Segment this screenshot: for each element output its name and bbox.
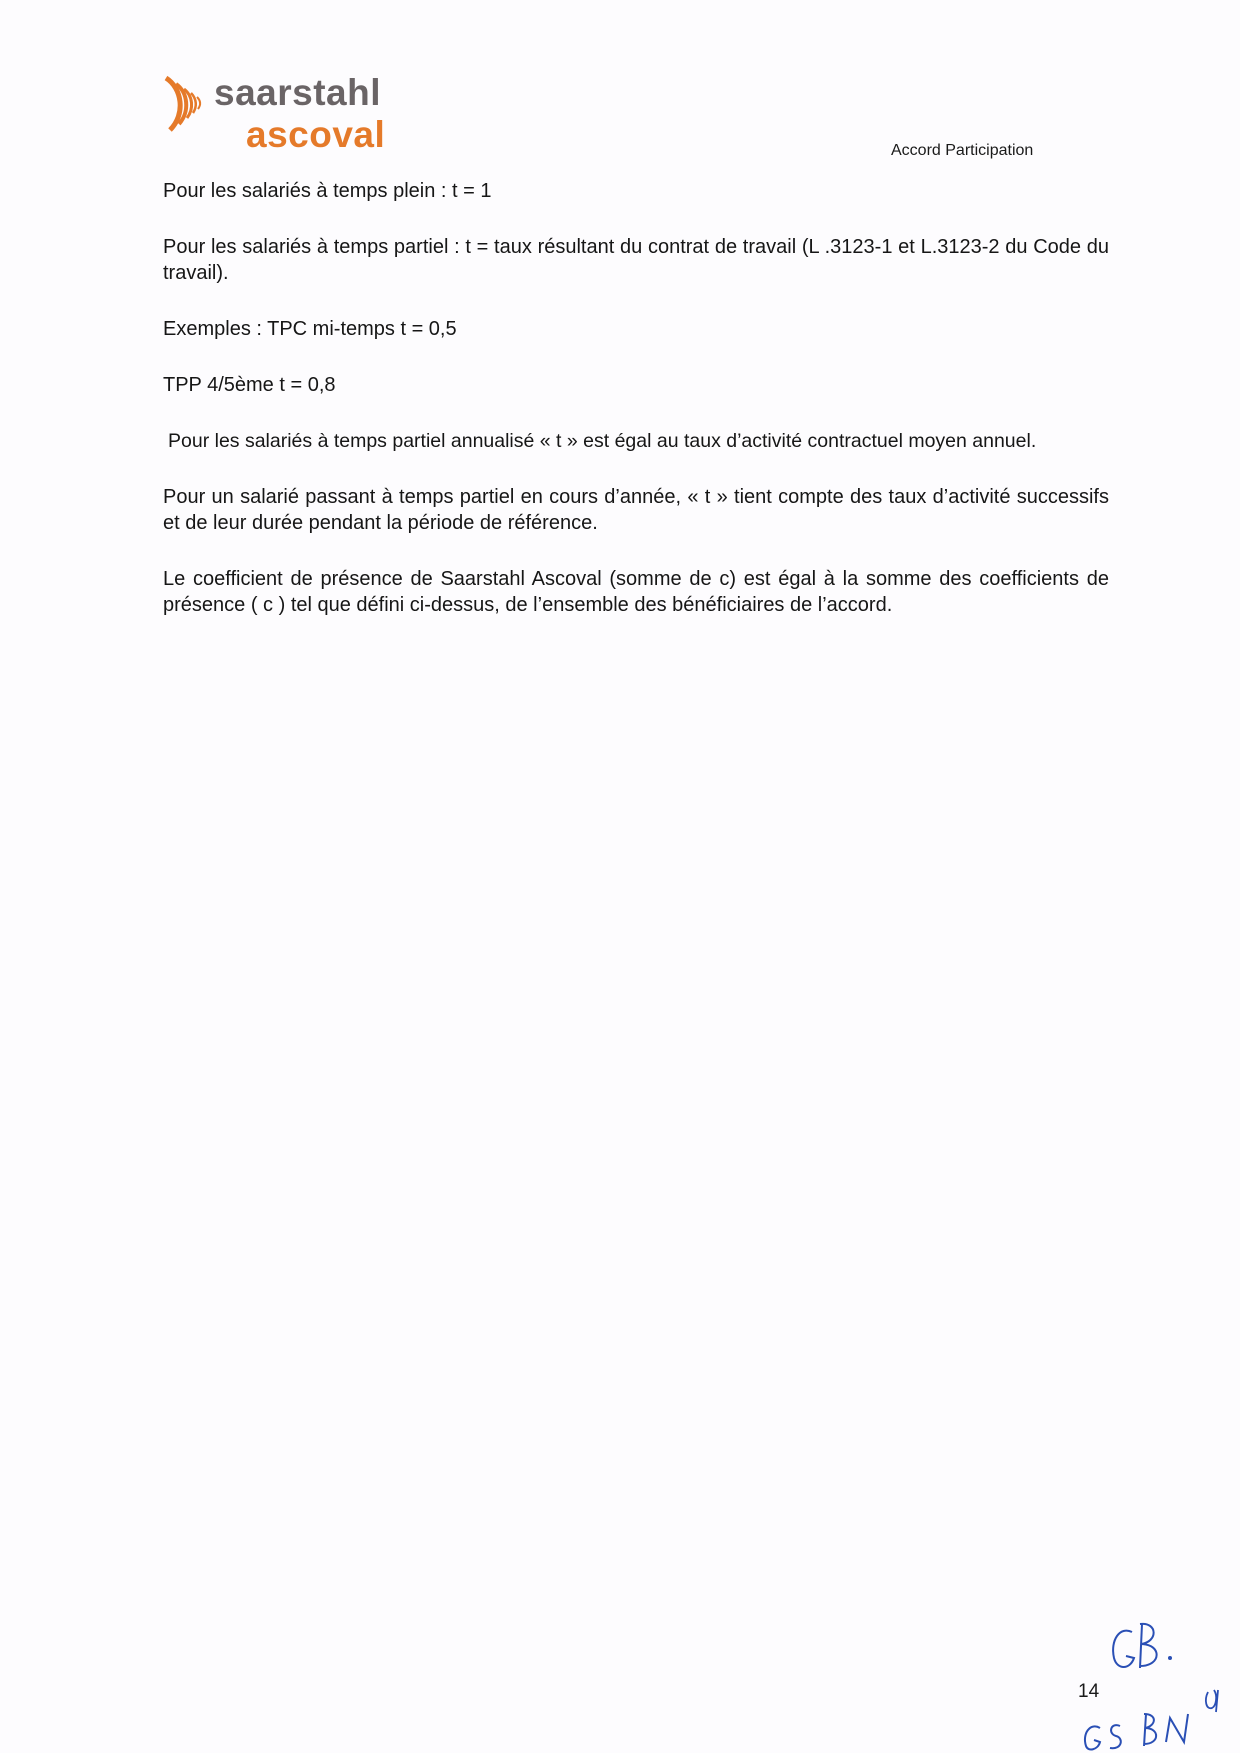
paragraph-part-time: Pour les salariés à temps partiel : t = taux résultant du contrat de travail (L .3123-1 et L.3123-2 du Code du travail).: [163, 236, 1109, 284]
logo-arcs-icon: [160, 74, 210, 132]
paragraph-examples: Exemples : TPC mi-temps t = 0,5: [163, 318, 457, 340]
paragraph-annualised: Pour les salariés à temps partiel annualisé « t » est égal au taux d’activité contractuel moyen annuel.: [168, 430, 1037, 452]
paragraph-in-year-change: Pour un salarié passant à temps partiel en cours d’année, « t » tient compte des taux d’activité successifs et de leur durée pendant la période de référence.: [163, 486, 1109, 534]
document-body: [163, 178, 1109, 618]
logo-text-ascoval: ascoval: [246, 114, 386, 155]
logo-text-saarstahl: saarstahl: [214, 72, 381, 113]
paragraph-presence-coefficient: Le coefficient de présence de Saarstahl Ascoval (somme de c) est égal à la somme des coefficients de présence ( c ) tel que défini ci-dessus, de l’ensemble des bénéficiaires de l’accord.: [163, 568, 1109, 616]
paragraph-full-time: Pour les salariés à temps plein : t = 1: [163, 180, 492, 202]
company-logo: [160, 72, 400, 162]
handwritten-initials: [1080, 1610, 1240, 1753]
paragraph-tpp: TPP 4/5ème t = 0,8: [163, 374, 336, 396]
document-title: Accord Participation: [891, 142, 1034, 159]
page-number: 14: [1078, 1681, 1100, 1702]
